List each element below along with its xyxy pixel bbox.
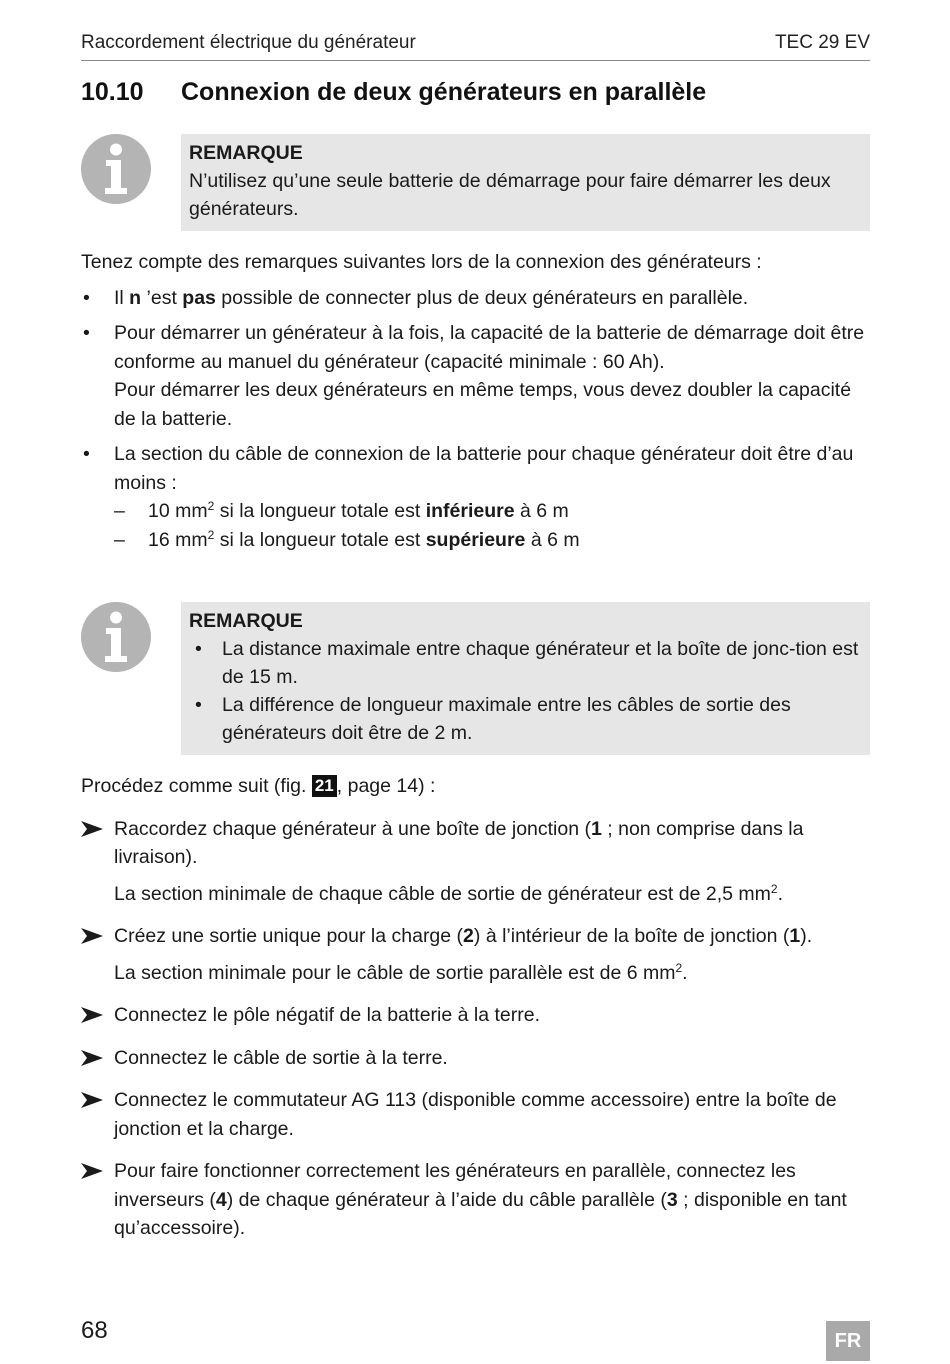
page-header <box>81 30 870 61</box>
text-run: ). <box>800 925 813 947</box>
requirements-section <box>81 248 876 561</box>
steps-list <box>81 815 876 1243</box>
bold-text: 4 <box>215 1188 227 1211</box>
superscript: 2 <box>207 499 215 513</box>
text-run: à 6 m <box>525 528 580 551</box>
text-run: ) de chaque générateur à l’aide du câble parallèle ( <box>226 1188 667 1211</box>
dash-item <box>114 497 876 526</box>
text-run: ; non comprise dans la livraison). <box>114 817 804 868</box>
list-item <box>81 440 876 554</box>
arrow-right-icon <box>81 928 103 944</box>
text-run: Raccordez chaque générateur à une boîte de jonction ( <box>114 817 591 840</box>
text-run: , page 14) : <box>336 775 436 797</box>
arrow-right-icon <box>81 1163 103 1179</box>
step-item <box>81 1001 876 1030</box>
text-run: Créez une sortie unique pour la charge ( <box>114 925 464 947</box>
text-run: 10 mm <box>148 500 208 522</box>
note-title: REMARQUE <box>189 610 303 632</box>
header-model: TEC 29 EV <box>774 32 870 53</box>
info-icon <box>81 134 151 204</box>
step-text: Connectez le commutateur AG 113 (disponible comme accessoire) entre la boîte de jonction et la charge. <box>114 1089 837 1140</box>
procedure-section <box>81 772 876 1257</box>
bold-text: n <box>129 286 142 309</box>
intro-text: Tenez compte des remarques suivantes lors de la connexion des générateurs : <box>81 251 762 273</box>
note-box-2 <box>181 602 870 755</box>
text-run: La section minimale pour le câble de sortie parallèle est de 6 mm <box>114 961 676 984</box>
text-run: 16 mm <box>148 528 208 551</box>
dash-item <box>114 526 876 555</box>
text-run: . <box>777 882 783 905</box>
superscript: 2 <box>675 960 683 975</box>
bold-text: supérieure <box>425 528 526 551</box>
note-text: N’utilisez qu’une seule batterie de démarrage pour faire démarrer les deux générateurs. <box>189 170 831 220</box>
note-title: REMARQUE <box>189 142 303 164</box>
bold-text: 1 <box>789 925 801 947</box>
superscript: 2 <box>770 881 778 896</box>
arrow-right-icon <box>81 821 103 837</box>
note-list-item: • La distance maximale entre chaque générateur et la boîte de jonc-tion est de 15 m. <box>189 635 860 691</box>
text-run: ; disponible en tant qu’accessoire). <box>114 1188 847 1239</box>
text-run: Procédez comme suit (fig. <box>81 775 312 797</box>
text-run: possible de connecter plus de deux générateurs en parallèle. <box>215 286 749 309</box>
list-item <box>81 319 876 433</box>
requirements-list <box>81 284 876 555</box>
arrow-right-icon <box>81 1050 103 1066</box>
bold-text: 2 <box>463 925 474 947</box>
header-chapter: Raccordement électrique du générateur <box>81 32 416 53</box>
dash-list <box>114 497 876 554</box>
note-list-item: • La différence de longueur maximale entre les câbles de sortie des générateurs doit être de 2 m. <box>189 691 860 747</box>
step-item <box>81 1086 876 1143</box>
text-run: • Pour démarrer un générateur à la fois, la capacité de la batterie de démarrage doit être conforme au manuel du générateur (capacité minimale : 60 Ah). <box>114 322 865 373</box>
text-run: La section minimale de chaque câble de sortie de générateur est de 2,5 mm <box>114 882 771 905</box>
note-list <box>189 635 860 747</box>
procedure-intro <box>81 772 876 801</box>
bold-text: 1 <box>591 817 602 840</box>
step-item <box>81 815 876 909</box>
text-run: Il <box>114 286 130 309</box>
list-item <box>81 284 876 313</box>
bold-text: inférieure <box>425 500 515 522</box>
superscript: 2 <box>207 527 215 542</box>
bold-text: 3 <box>666 1188 678 1211</box>
figure-reference[interactable]: 21 <box>312 775 337 797</box>
text-run: ) à l’intérieur de la boîte de jonction ( <box>473 925 790 947</box>
section-title <box>81 78 706 107</box>
text-run: à 6 m <box>514 500 569 522</box>
arrow-right-icon <box>81 1092 103 1108</box>
text-run: Pour démarrer les deux générateurs en même temps, vous devez doubler la capacité de la batterie. <box>114 379 852 430</box>
text-run: • La section du câble de connexion de la batterie pour chaque générateur doit être d’au moins : <box>114 443 854 494</box>
arrow-right-icon <box>81 1007 103 1023</box>
section-number: 10.10 <box>81 78 144 106</box>
note-box-1 <box>181 134 870 231</box>
step-item <box>81 922 876 987</box>
step-item <box>81 1157 876 1243</box>
text-run: . <box>682 961 688 984</box>
bold-text: pas <box>182 286 216 309</box>
step-text: Connectez le câble de sortie à la terre. <box>114 1046 448 1069</box>
info-icon <box>81 602 151 672</box>
text-run: si la longueur totale est <box>214 528 426 551</box>
text-run: si la longueur totale est <box>214 500 426 522</box>
text-run: Pour faire fonctionner correctement les générateurs en parallèle, connectez les inverseurs ( <box>114 1160 796 1211</box>
section-heading: Connexion de deux générateurs en parallèle <box>181 78 707 106</box>
step-item <box>81 1044 876 1073</box>
language-badge: FR <box>826 1321 870 1361</box>
text-run: ’est <box>141 286 183 309</box>
page-number: 68 <box>81 1317 108 1344</box>
step-text: Connectez le pôle négatif de la batterie à la terre. <box>114 1004 541 1026</box>
